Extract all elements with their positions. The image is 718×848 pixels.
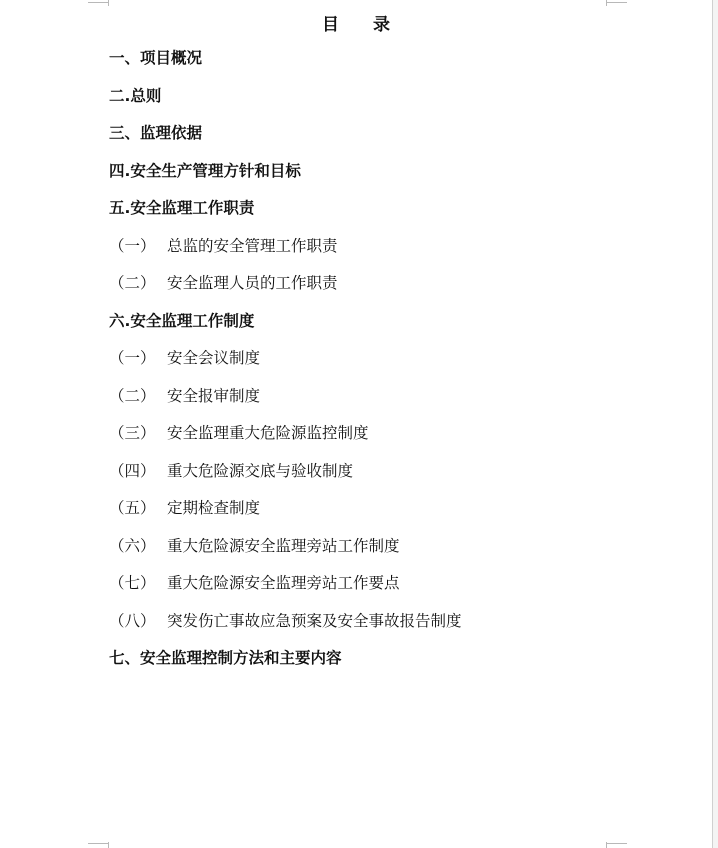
toc-entry-text: 安全报审制度 <box>167 386 261 405</box>
toc-entry-number: 六. <box>109 311 131 330</box>
toc-entry-text: 安全会议制度 <box>167 349 261 367</box>
toc-entry[interactable] <box>109 459 462 497</box>
toc-entry[interactable] <box>109 646 462 684</box>
toc-entry[interactable] <box>109 46 462 84</box>
toc-entry-text: 安全监理控制方法和主要内容 <box>140 649 342 667</box>
toc-entry-number: （八） <box>109 611 156 630</box>
toc-entry-text: 总监的安全管理工作职责 <box>167 236 338 255</box>
toc-entry[interactable] <box>109 534 462 572</box>
toc-entry-number: （六） <box>109 536 156 555</box>
toc-entry-text: 总则 <box>130 86 162 105</box>
toc-entry[interactable] <box>109 121 462 159</box>
toc-entry-number: （五） <box>109 499 156 517</box>
toc-entry[interactable] <box>109 159 462 197</box>
toc-entry-number: （一） <box>109 349 156 367</box>
crop-mark <box>606 0 607 6</box>
crop-mark <box>88 843 108 844</box>
toc-entry[interactable] <box>109 346 462 384</box>
toc-entry-text: 安全监理工作制度 <box>130 311 255 330</box>
toc-entry-text: 项目概况 <box>140 49 203 67</box>
toc-title: 目 录 <box>322 15 404 35</box>
crop-mark <box>108 0 109 6</box>
toc-entry-text: 安全监理工作职责 <box>130 199 255 217</box>
toc-entry-text: 安全监理人员的工作职责 <box>167 274 338 292</box>
toc-entry-text: 监理依据 <box>140 124 203 142</box>
toc-entry[interactable] <box>109 196 462 234</box>
toc-entry-text: 重大危险源交底与验收制度 <box>167 461 354 480</box>
toc-entry[interactable] <box>109 496 462 534</box>
toc-entry-number: （二） <box>109 274 156 292</box>
toc-entry-number: （二） <box>109 386 156 405</box>
crop-mark <box>88 2 108 3</box>
toc-entry-number: 三、 <box>109 124 141 142</box>
toc-entry[interactable] <box>109 84 462 122</box>
window-gutter <box>713 0 718 848</box>
toc-entry-text: 重大危险源安全监理旁站工作制度 <box>167 536 400 555</box>
toc-entry-text: 安全监理重大危险源监控制度 <box>167 424 369 442</box>
toc-entry[interactable] <box>109 421 462 459</box>
toc-entry-number: （一） <box>109 236 156 255</box>
toc-entry[interactable] <box>109 384 462 422</box>
toc-entry-text: 重大危险源安全监理旁站工作要点 <box>167 574 400 592</box>
toc-entry-number: 七、 <box>109 649 141 667</box>
toc-entry-number: 一、 <box>109 49 141 67</box>
toc-entry-number: 四. <box>109 161 131 180</box>
table-of-contents <box>109 46 462 684</box>
crop-mark <box>607 843 627 844</box>
toc-entry-text: 突发伤亡事故应急预案及安全事故报告制度 <box>167 611 462 630</box>
toc-entry-number: 五. <box>109 199 131 217</box>
toc-entry-number: （三） <box>109 424 156 442</box>
toc-entry[interactable] <box>109 234 462 272</box>
toc-entry[interactable] <box>109 571 462 609</box>
toc-entry-text: 安全生产管理方针和目标 <box>130 161 301 180</box>
crop-mark <box>108 842 109 848</box>
toc-entry[interactable] <box>109 271 462 309</box>
toc-entry-text: 定期检查制度 <box>167 499 261 517</box>
crop-mark <box>607 2 627 3</box>
toc-entry-number: （四） <box>109 461 156 480</box>
toc-entry[interactable] <box>109 309 462 347</box>
toc-entry[interactable] <box>109 609 462 647</box>
toc-entry-number: （七） <box>109 574 156 592</box>
toc-entry-number: 二. <box>109 86 131 105</box>
